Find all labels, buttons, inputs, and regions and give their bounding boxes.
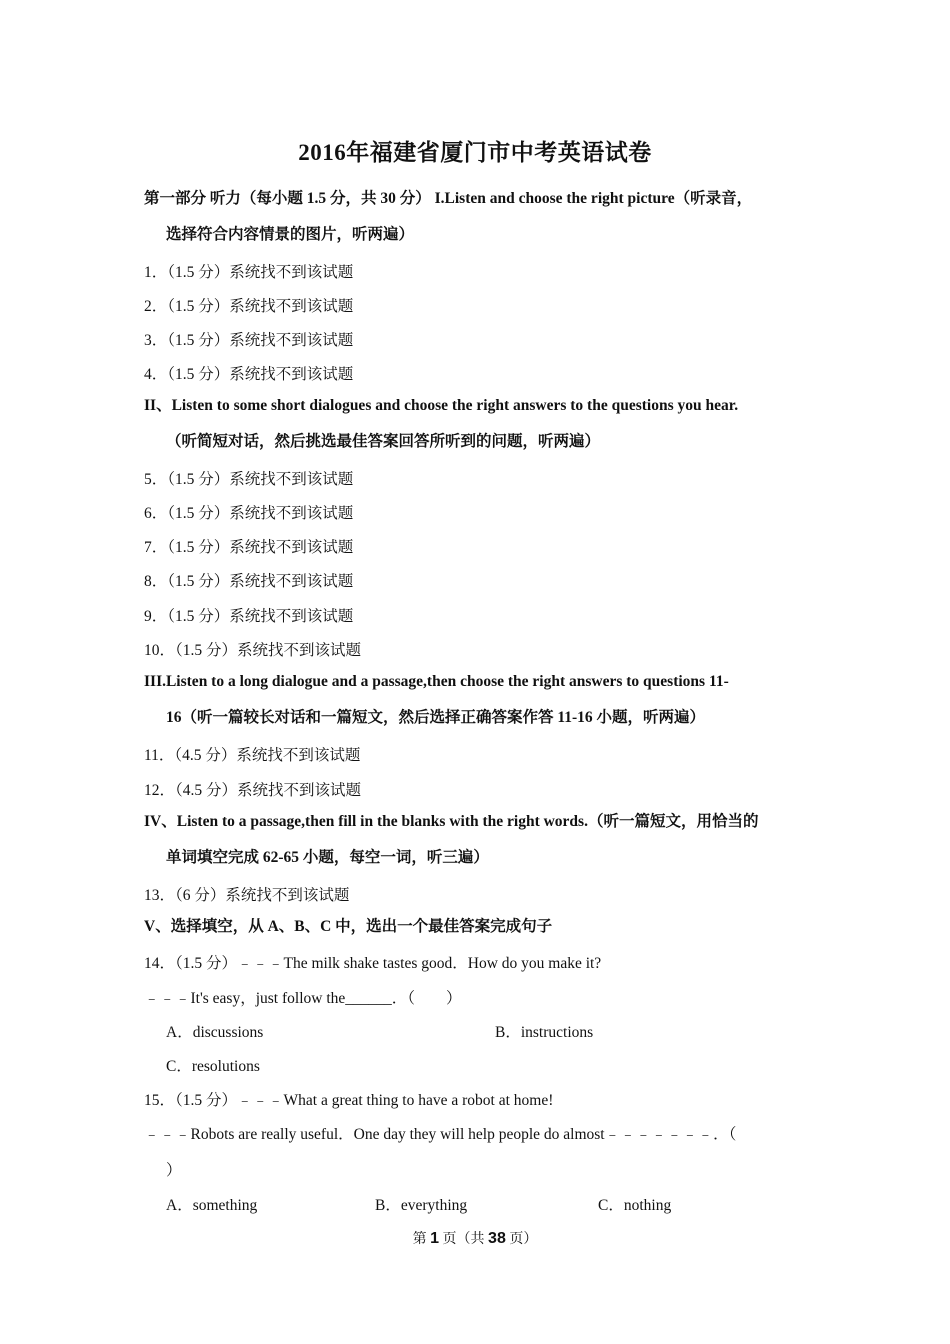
question-14-reply: ﹣﹣﹣It's easy，just follow the______．（ ） — [144, 990, 462, 1007]
question-9: 9．（1.5 分）系统找不到该试题 — [144, 608, 354, 625]
question-6: 6．（1.5 分）系统找不到该试题 — [144, 505, 354, 522]
footer-page-number: 1 — [430, 1230, 440, 1247]
question-7: 7．（1.5 分）系统找不到该试题 — [144, 539, 354, 556]
section-1-heading — [144, 181, 806, 253]
question-5: 5．（1.5 分）系统找不到该试题 — [144, 471, 354, 488]
question-13: 13．（6 分）系统找不到该试题 — [144, 887, 350, 904]
question-8: 8．（1.5 分）系统找不到该试题 — [144, 573, 354, 590]
footer-suffix: 页） — [509, 1232, 538, 1247]
section-2-line2: （听简短对话，然后挑选最佳答案回答所听到的问题，听两遍） — [166, 433, 601, 450]
question-14-option-c: C．resolutions — [166, 1058, 260, 1075]
question-14-option-a: A．discussions — [166, 1024, 264, 1041]
question-15-reply-cont: ） — [166, 1162, 182, 1179]
question-15-option-a: A．something — [166, 1197, 258, 1214]
footer-prefix: 第 — [412, 1232, 427, 1247]
question-15-option-c: C．nothing — [598, 1197, 672, 1214]
question-15-stem: 15．（1.5 分）﹣﹣﹣What a great thing to have a robot at home! — [144, 1092, 554, 1109]
section-3-heading — [144, 664, 806, 736]
question-11: 11．（4.5 分）系统找不到该试题 — [144, 747, 361, 764]
question-15-reply: ﹣﹣﹣Robots are really useful．One day they will help people do almost﹣﹣﹣﹣﹣﹣﹣．（ — [144, 1126, 737, 1143]
section-1-line1: 第一部分 听力（每小题 1.5 分，共 30 分） I.Listen and choose the right picture（听录音， — [144, 190, 753, 207]
section-2-heading — [144, 388, 806, 460]
section-5-line1: V、选择填空，从 A、B、C 中，选出一个最佳答案完成句子 — [144, 918, 553, 935]
question-4: 4．（1.5 分）系统找不到该试题 — [144, 366, 354, 383]
question-10: 10．（1.5 分）系统找不到该试题 — [144, 642, 362, 659]
question-15-option-b: B．everything — [375, 1197, 468, 1214]
question-14-option-b: B．instructions — [495, 1024, 594, 1041]
section-4-line1: IV、Listen to a passage,then fill in the blanks with the right words.（听一篇短文，用恰当的 — [144, 813, 759, 830]
question-12: 12．（4.5 分）系统找不到该试题 — [144, 782, 362, 799]
question-14-stem: 14．（1.5 分）﹣﹣﹣The milk shake tastes good．How do you make it? — [144, 955, 602, 972]
section-4-heading — [144, 804, 806, 876]
section-4-line2: 单词填空完成 62-65 小题，每空一词，听三遍） — [166, 849, 489, 866]
question-3: 3．（1.5 分）系统找不到该试题 — [144, 332, 354, 349]
question-1: 1．（1.5 分）系统找不到该试题 — [144, 264, 354, 281]
section-3-line1: III.Listen to a long dialogue and a passage,then choose the right answers to questions 11- — [144, 673, 729, 690]
section-2-line1: II、Listen to some short dialogues and choose the right answers to the questions you hear. — [144, 397, 739, 414]
section-5-heading — [144, 909, 806, 945]
page-footer — [0, 1228, 950, 1248]
section-3-line2: 16（听一篇较长对话和一篇短文，然后选择正确答案作答 11-16 小题，听两遍） — [166, 709, 706, 726]
section-1-line2: 选择符合内容情景的图片，听两遍） — [166, 226, 415, 243]
footer-middle: 页（共 — [442, 1232, 485, 1247]
page-title: 2016年福建省厦门市中考英语试卷 — [298, 140, 652, 165]
question-2: 2．（1.5 分）系统找不到该试题 — [144, 298, 354, 315]
footer-total-pages: 38 — [488, 1230, 506, 1247]
